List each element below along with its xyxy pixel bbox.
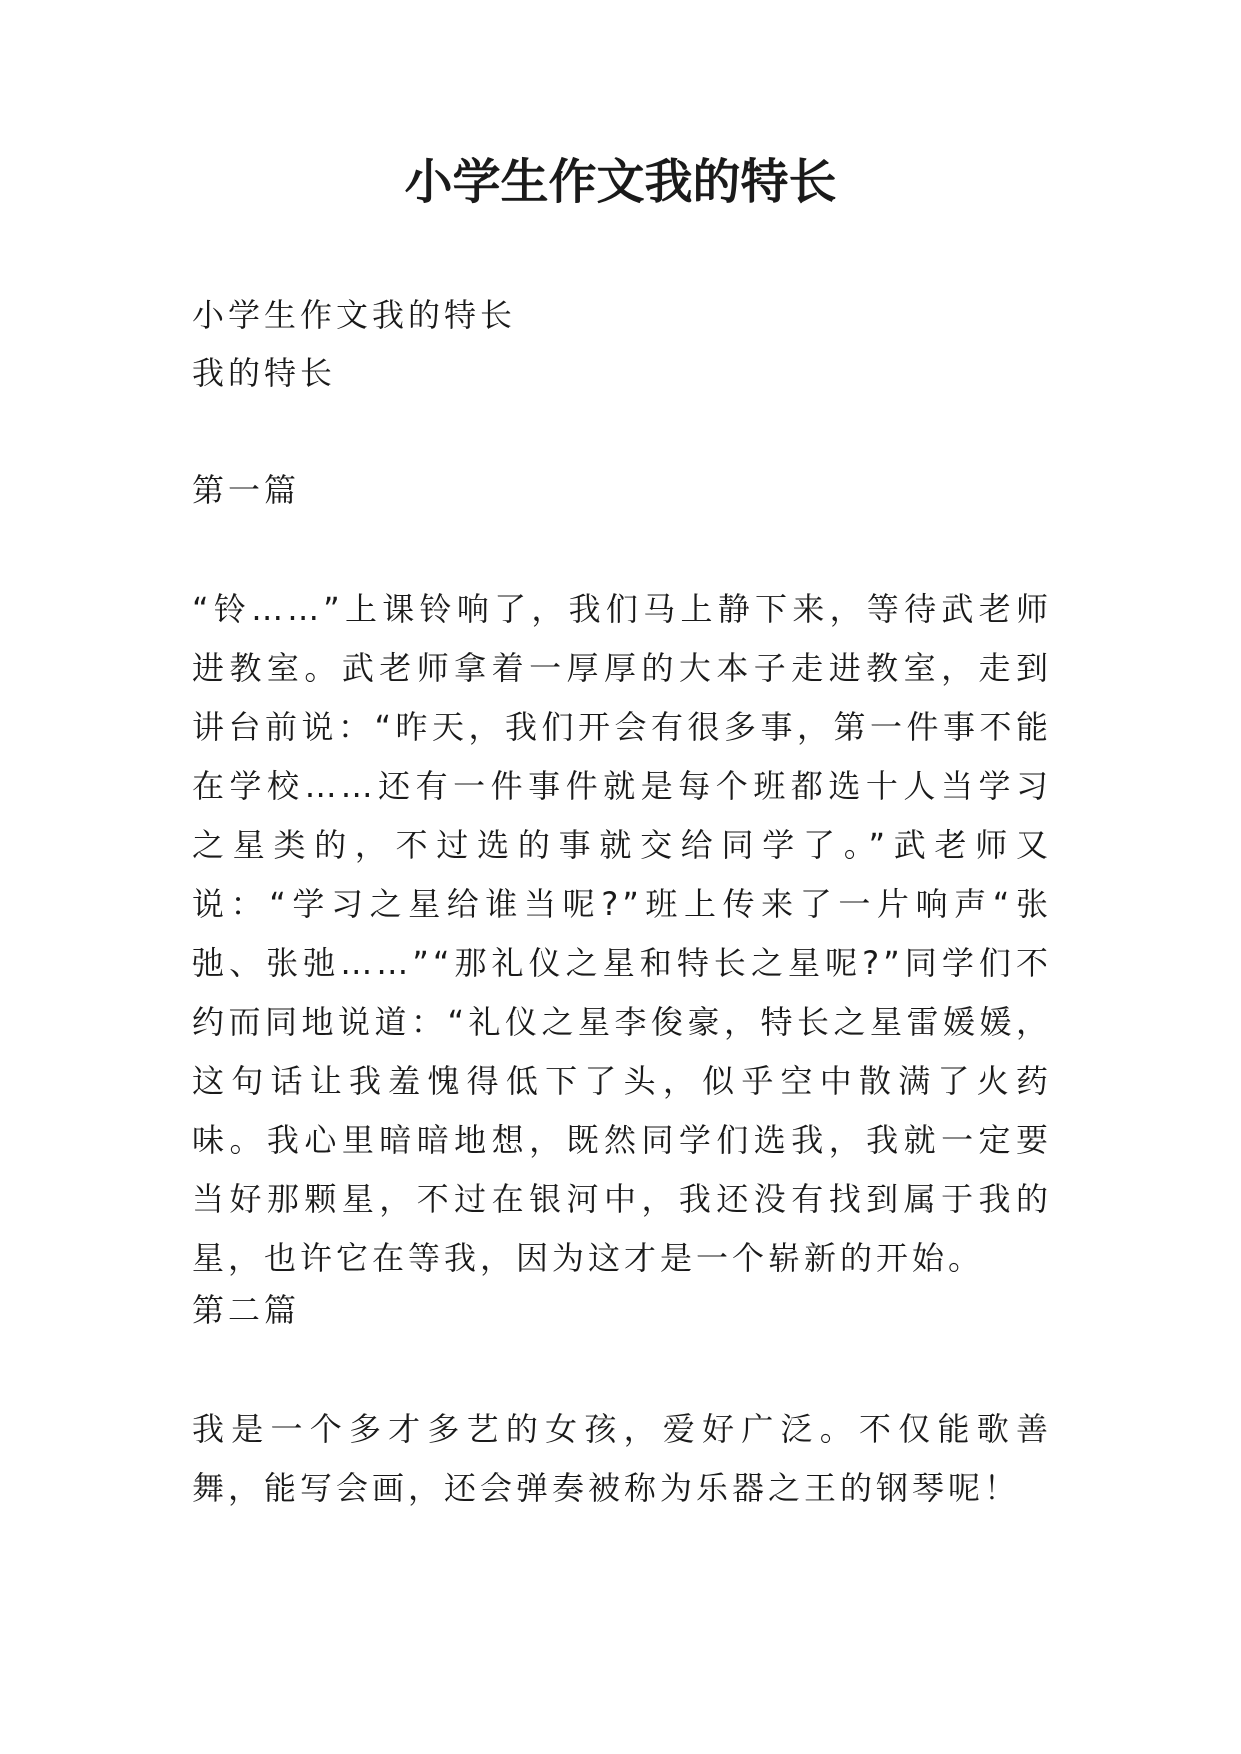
section-1-heading: 第一篇 (192, 471, 301, 509)
document-title: 小学生作文我的特长 (404, 154, 837, 210)
document-subtitle: 小学生作文我的特长 (192, 296, 517, 334)
section-2-heading: 第二篇 (192, 1291, 301, 1329)
section-1-paragraph: “铃……”上课铃响了，我们马上静下来，等待武老师进教室。武老师拿着一厚厚的大本子走进教室，走到讲台前说：“昨天，我们开会有很多事，第一件事不能在学校……还有一件事件就是每个班都选十人当学习之星类的，不过选的事就交给同学了。”武老师又说：“学习之星给谁当呢?”班上传来了一片响声“张弛、张弛……”“那礼仪之星和特长之星呢?”同学们不约而同地说道：“礼仪之星李俊豪，特长之星雷媛媛，这句话让我羞愧得低下了头，似乎空中散满了火药味。我心里暗暗地想，既然同学们选我，我就一定要当好那颗星，不过在银河中，我还没有找到属于我的星，也许它在等我，因为这才是一个崭新的开始。 (192, 590, 1052, 1277)
section-2-paragraph: 我是一个多才多艺的女孩，爱好广泛。不仅能歌善舞，能写会画，还会弹奏被称为乐器之王的钢琴呢！ (192, 1410, 1052, 1507)
document-subtitle-secondary: 我的特长 (192, 354, 337, 392)
